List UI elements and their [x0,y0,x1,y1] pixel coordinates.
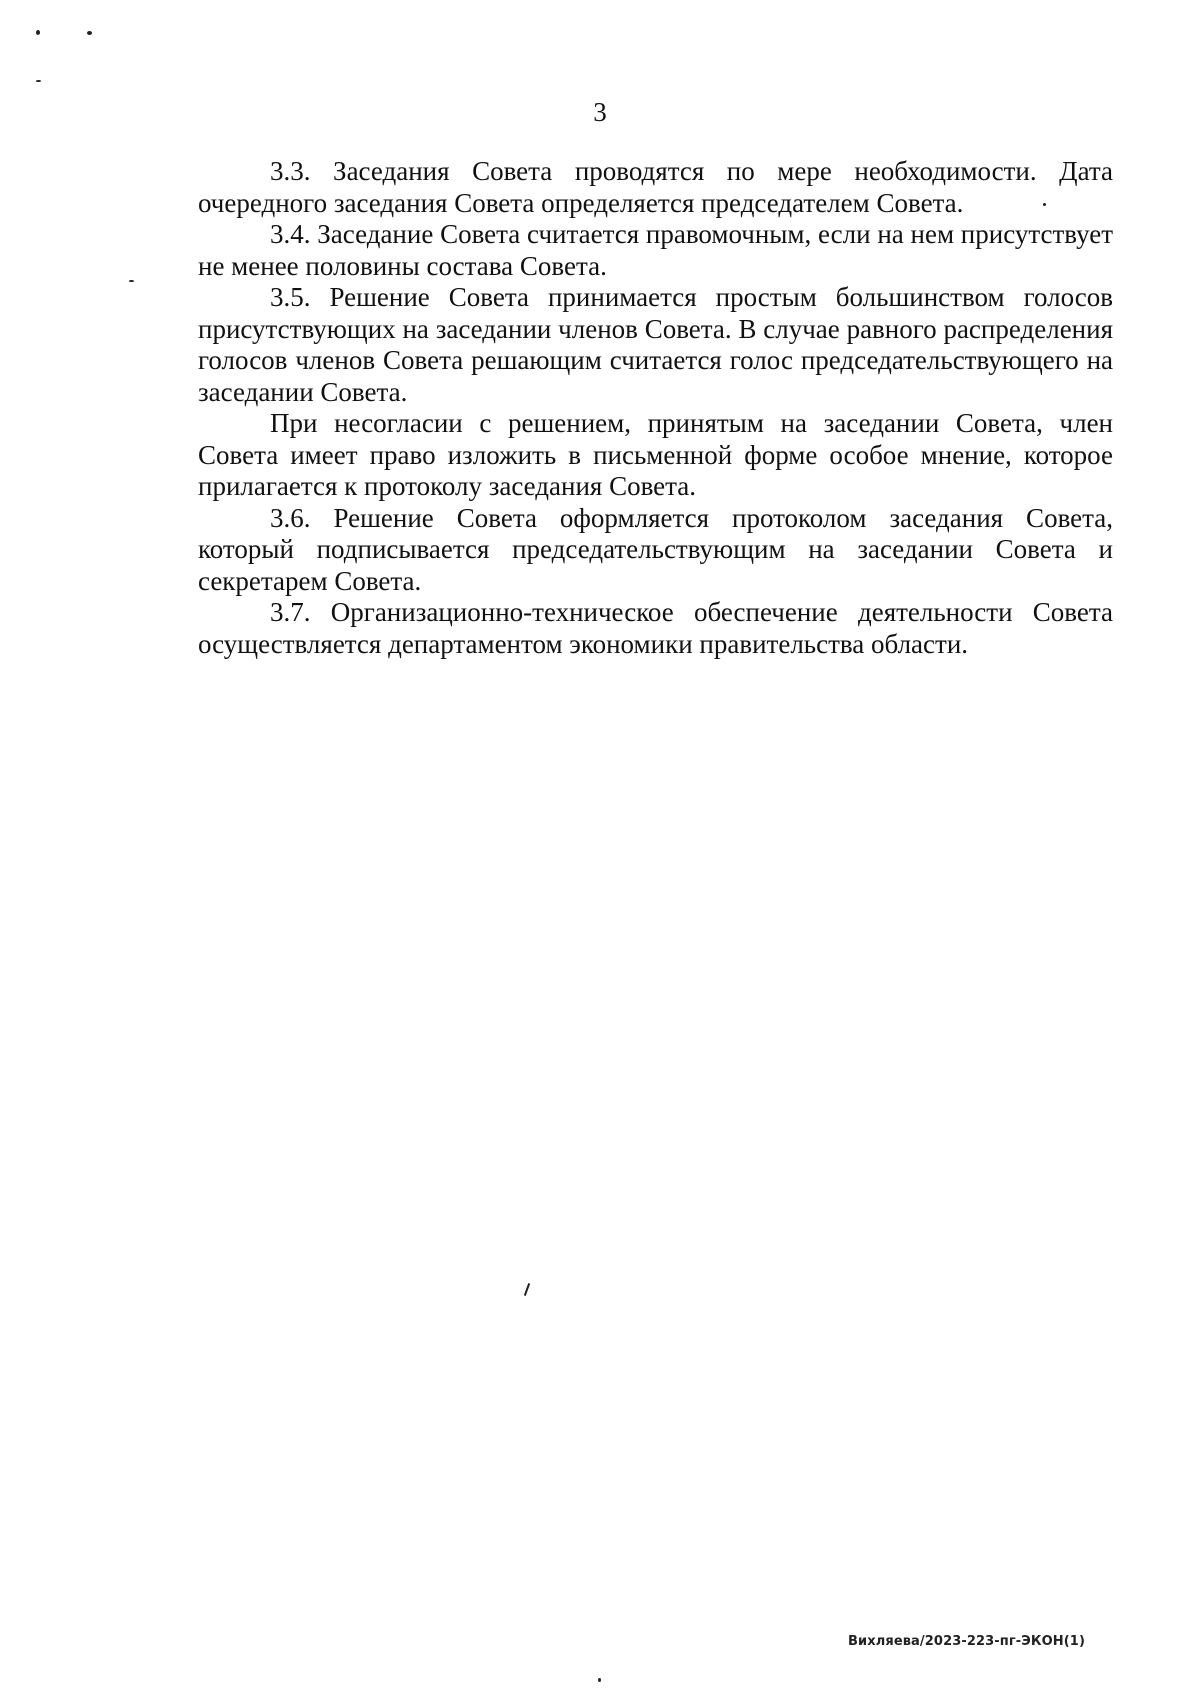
scan-speck [87,31,92,35]
scan-speck [36,30,40,35]
paragraph-3-7: 3.7. Организационно-техническое обеспечение деятельности Совета осуществляется департаментом экономики правительства области. [198,597,1113,659]
scan-speck [36,80,41,82]
document-body [198,156,1113,660]
scan-speck [1043,203,1046,206]
paragraph-3-5-dissent: При несогласии с решением, принятым на заседании Совета, член Совета имеет право изложить в письменной форме особое мнение, которое прилагается к протоколу заседания Совета. [198,408,1113,501]
paragraph-3-4: 3.4. Заседание Совета считается правомочным, если на нем присутствует не менее половины состава Совета. [198,219,1113,281]
scan-speck [129,280,134,282]
page-number: 3 [593,97,607,127]
scan-mark [524,1283,530,1296]
paragraph-3-6: 3.6. Решение Совета оформляется протоколом заседания Совета, который подписывается председательствующим на заседании Совета и секретарем Совета. [198,502,1113,596]
document-code: Вихляева/2023-223-пг-ЭКОН(1) [848,1634,1085,1649]
paragraph-3-3: 3.3. Заседания Совета проводятся по мере необходимости. Дата очередного заседания Совета определяется председателем Совета. [198,156,1113,218]
paragraph-3-5: 3.5. Решение Совета принимается простым большинством голосов присутствующих на заседании членов Совета. В случае равного распределения голосов членов Совета решающим считается голос председательствующего на заседании Совета. [198,282,1113,407]
scan-speck [598,1678,601,1682]
